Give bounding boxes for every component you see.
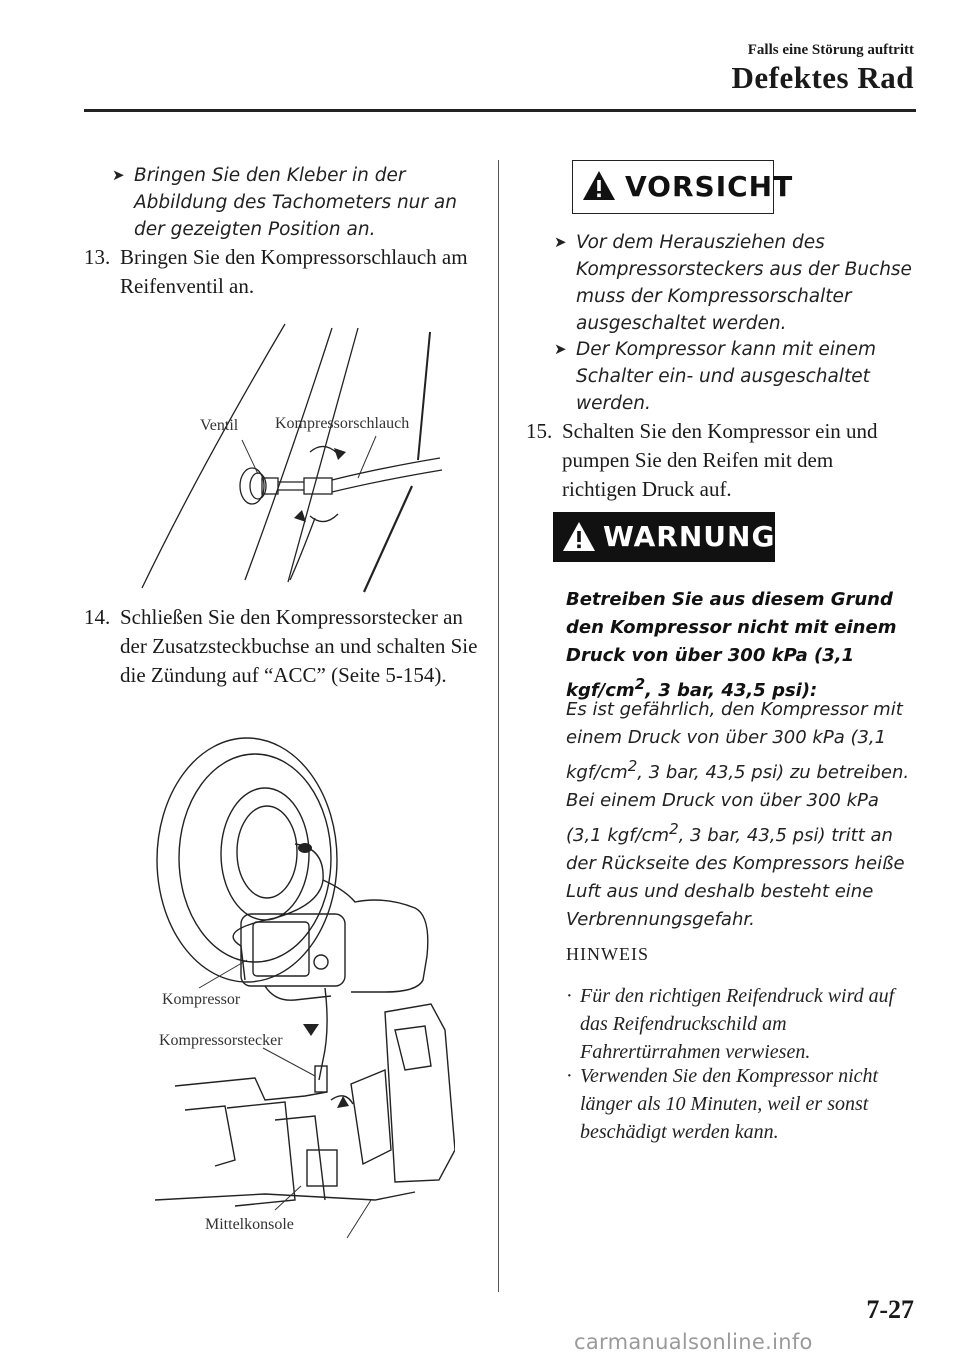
page-number: 7-27: [866, 1295, 914, 1324]
compressor-connection-illustration: [155, 730, 455, 1250]
superscript: 2: [634, 675, 646, 693]
bullet-dot-icon: ·: [566, 985, 573, 1007]
warning-headline-part: , 3 bar, 43,5 psi):: [645, 680, 818, 701]
warning-signal-word: WARNUNG: [603, 520, 776, 553]
caution-triangle-icon: [581, 169, 617, 203]
hinweis-text: Für den richtigen Reifendruck wird auf das Reifendruckschild am Fahrertürrahmen verwiesen.: [580, 985, 895, 1063]
label-kompressorstecker: Kompressorstecker: [159, 1032, 283, 1049]
warning-headline-part: Betreiben Sie aus diesem Grund den Kompressor nicht mit einem Druck von über 300 kPa (3,1 kgf/cm: [566, 589, 897, 701]
label-ventil: Ventil: [200, 417, 239, 434]
label-kompressorschlauch: Kompressorschlauch: [275, 415, 410, 432]
caution-item-1: [554, 229, 914, 337]
warning-triangle-icon: [561, 520, 597, 554]
step-text: Schließen Sie den Kompressorstecker an der Zusatzsteckbuchse an und schalten Sie die Zündung auf “ACC” (Seite 5-154).: [120, 605, 478, 687]
step-14: [84, 603, 484, 690]
step-15: [526, 417, 912, 504]
label-mittelkonsole: Mittelkonsole: [205, 1216, 294, 1233]
section-heading: Falls eine Störung auftritt: [747, 42, 914, 58]
watermark: carmanualsonline.info: [574, 1330, 813, 1354]
step-text: Bringen Sie den Kompressorschlauch am Reifenventil an.: [120, 245, 468, 298]
label-kompressor: Kompressor: [162, 991, 241, 1008]
note-text: Bringen Sie den Kleber in der Abbildung des Tachometers nur an der gezeigten Position an.: [134, 165, 457, 240]
superscript: 2: [669, 820, 679, 838]
warning-body-part: , 3 bar, 43,5 psi) tritt an der Rückseite des Kompressors heiße Luft aus und deshalb besteht eine Verbrennungsgefahr.: [566, 825, 905, 930]
caution-item-2: [554, 336, 914, 417]
note-sticker-position: [112, 162, 468, 243]
valve-hose-illustration: [120, 318, 450, 600]
step-number: 15.: [526, 419, 553, 443]
step-text: Schalten Sie den Kompressor ein und pumpen Sie den Reifen mit dem richtigen Druck auf.: [562, 419, 878, 501]
caution-text: Vor dem Herausziehen des Kompressorsteckers aus der Buchse muss der Kompressorschalter ausgeschaltet werden.: [576, 232, 912, 334]
arrow-bullet-icon: ➤: [112, 166, 125, 184]
page-title: Defektes Rad: [731, 60, 914, 95]
caution-text: Der Kompressor kann mit einem Schalter ein- und ausgeschaltet werden.: [576, 339, 877, 414]
column-divider: [498, 160, 499, 1292]
step-number: 13.: [84, 245, 111, 269]
superscript: 2: [627, 757, 638, 775]
warning-body: [566, 696, 912, 934]
hinweis-title: HINWEIS: [566, 944, 649, 964]
step-13: [84, 243, 468, 301]
warning-headline: [566, 586, 912, 705]
header-rule: [84, 109, 916, 112]
caution-signal-word: VORSICHT: [625, 170, 794, 203]
arrow-bullet-icon: ➤: [554, 233, 567, 251]
warning-body-part: Es ist gefährlich, den Kompressor mit einem Druck von über 300 kPa (3,1 kgf/cm: [566, 699, 903, 783]
caution-signal-box: [572, 160, 794, 214]
bullet-dot-icon: ·: [566, 1065, 573, 1087]
step-number: 14.: [84, 605, 111, 629]
arrow-bullet-icon: ➤: [554, 340, 567, 358]
warning-signal-box: [553, 512, 775, 562]
warning-body-part: , 3 bar, 43,5 psi) zu betreiben. Bei einem Druck von über 300 kPa (3,1 kgf/cm: [566, 762, 910, 846]
hinweis-item-1: [566, 982, 912, 1066]
hinweis-item-2: [566, 1062, 912, 1146]
hinweis-text: Verwenden Sie den Kompressor nicht länger als 10 Minuten, weil er sonst beschädigt werden kann.: [580, 1065, 879, 1143]
